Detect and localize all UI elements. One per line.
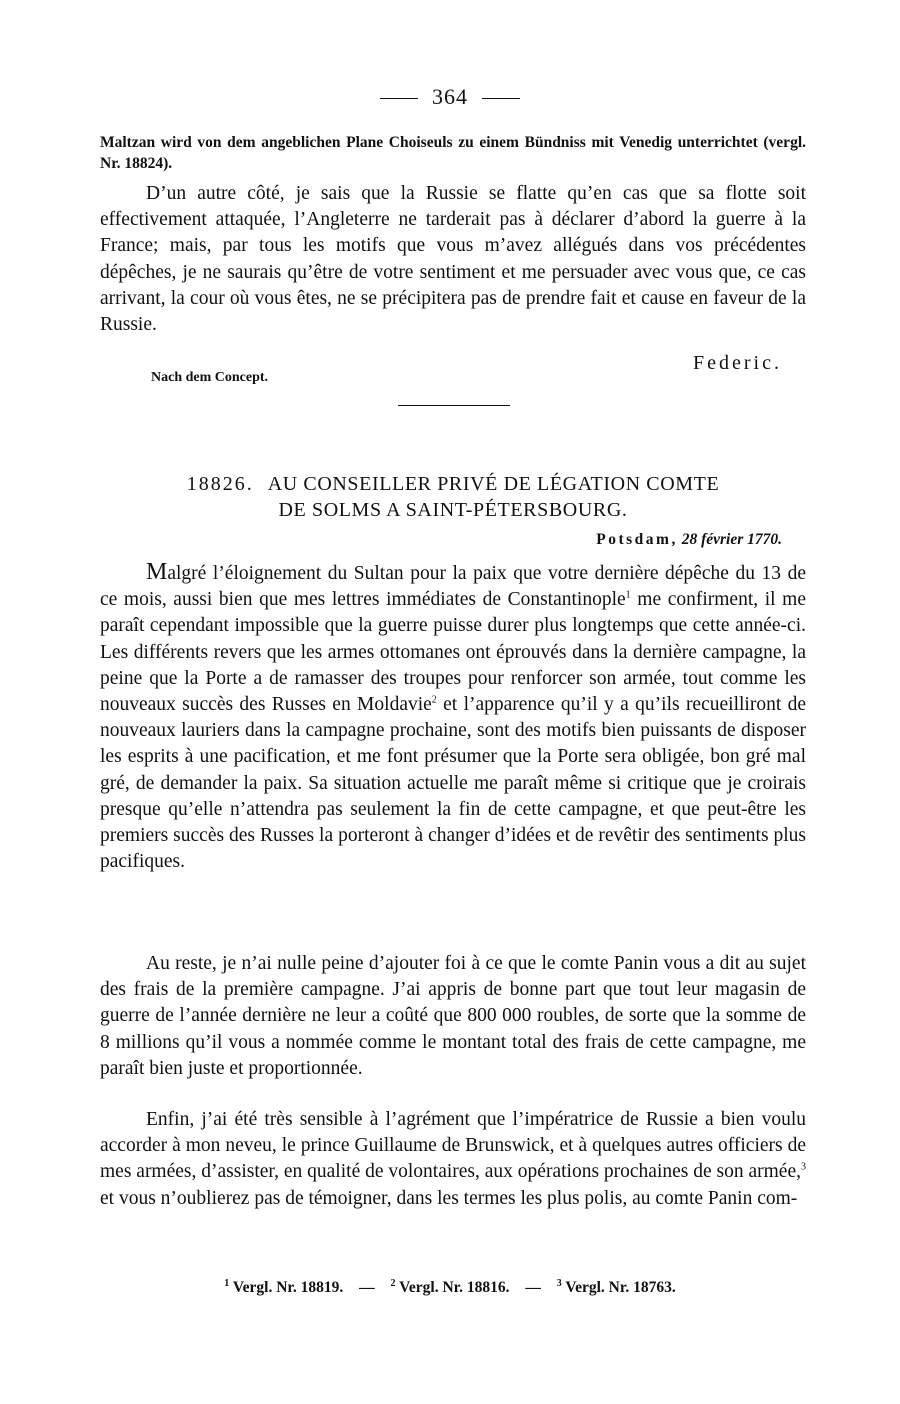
paragraph-3-text-b: et vous n’oublierez pas de témoigner, dans les termes les plus polis, au comte Panin com- bbox=[100, 1187, 798, 1209]
footnote-text-3: Vergl. Nr. 18763. bbox=[565, 1279, 676, 1296]
paragraph-2-text: Au reste, je n’ai nulle peine d’ajouter foi à ce que le comte Panin vous a dit au sujet des frais de la première campagne. J’ai appris de bonne part que tout leur magasin de guerre de l’année dernière ne leur a coûté que 800 000 roubles, de sorte que la somme de 8 millions qu’il vous a nommée comme le montant total des frais de cette campagne, me paraît bien juste et proportionnée. bbox=[100, 953, 806, 1079]
signature: Federic. bbox=[693, 352, 782, 374]
paragraph-1-text-a: algré l’éloignement du Sultan pour la paix que votre dernière dépêche du 13 de ce mois, aussi bien que mes lettres immédiates de Constantinople bbox=[100, 563, 806, 611]
footnote-mark-3: 3 bbox=[556, 1277, 562, 1289]
letter-heading-line-2: DE SOLMS A SAINT-PÉTERSBOURG. bbox=[278, 499, 628, 521]
previous-letter-paragraph bbox=[100, 181, 806, 338]
source-note: Nach dem Concept. bbox=[151, 370, 269, 385]
page-number-line bbox=[0, 84, 900, 110]
footnote-ref-1: 1 bbox=[625, 589, 631, 601]
section-divider bbox=[398, 405, 510, 406]
paragraph-3-text-a: Enfin, j’ai été très sensible à l’agrément que l’impératrice de Russie a bien voulu accorder à mon neveu, le prince Guillaume de Brunswick, et à quelques autres officiers de mes armées, d’assister, en qualité de volontaires, aux opérations prochaines de son armée, bbox=[100, 1109, 806, 1183]
initial-letter: M bbox=[146, 559, 168, 585]
footnote-mark-1: 1 bbox=[224, 1277, 230, 1289]
footnote-separator: — bbox=[525, 1279, 541, 1296]
dateline-date: 28 février 1770. bbox=[681, 531, 782, 548]
letter-heading-title-1: AU CONSEILLER PRIVÉ DE LÉGATION COMTE bbox=[267, 473, 720, 495]
letter-paragraph-2 bbox=[100, 951, 806, 1082]
footnote-separator: — bbox=[359, 1279, 375, 1296]
letter-number: 18826. bbox=[186, 473, 254, 495]
footnote-text-2: Vergl. Nr. 18816. bbox=[399, 1279, 510, 1296]
letter-heading bbox=[100, 471, 806, 523]
page-number: 364 bbox=[432, 84, 468, 109]
footnote-ref-2: 2 bbox=[431, 694, 437, 706]
letter-heading-line-1 bbox=[100, 471, 806, 497]
page-number-dash-right bbox=[482, 98, 520, 99]
footnote-mark-2: 2 bbox=[390, 1277, 396, 1289]
footnotes bbox=[0, 1279, 900, 1297]
previous-letter-text: D’un autre côté, je sais que la Russie se flatte qu’en cas que sa flotte soit effectivement attaquée, l’Angleterre ne tarderait pas à déclarer d’abord la guerre à la France; mais, par tous les motifs que vous m’avez allégués dans vos précédentes dépêches, je ne saurais qu’être de votre sentiment et me persuader avec vous que, ce cas arrivant, la cour où vous êtes, ne se précipitera pas de prendre fait et cause en faveur de la Russie. bbox=[100, 183, 806, 336]
dateline-place: Potsdam, bbox=[596, 531, 678, 548]
footnote-ref-3: 3 bbox=[801, 1161, 806, 1173]
paragraph-1-text-b: me confirment, il me paraît cependant impossible que la guerre puisse durer plus longtemps que cette année-ci. Les différents revers que les armes ottomanes ont éprouvés dans la dernière campagne, la peine que la Porte a de ramasser des troupes pour renforcer son armée, tout comme les nouveaux succès des Russes en Moldavie bbox=[100, 589, 806, 716]
letter-paragraph-1 bbox=[100, 559, 806, 875]
editorial-intro-note: Maltzan wird von dem angeblichen Plane Choiseuls zu einem Bündniss mit Venedig unterrichtet (vergl. Nr. 18824). bbox=[100, 134, 806, 172]
footnote-text-1: Vergl. Nr. 18819. bbox=[232, 1279, 344, 1296]
page-number-dash-left bbox=[380, 98, 418, 99]
letter-paragraph-3 bbox=[100, 1107, 806, 1212]
paragraph-1-text-c: et l’apparence qu’il y a qu’ils recueilliront de nouveaux lauriers dans la campagne prochaine, sont des motifs bien puissants de disposer les esprits à une pacification, et me font présumer que la Porte sera obligée, bon gré mal gré, de demander la paix. Sa situation actuelle me paraît même si critique que je croirais presque qu’elle n’attendra pas seulement la fin de cette campagne, et que peut-être les premiers succès des Russes la porteront à changer d’idées et de revêtir des sentiments plus pacifiques. bbox=[100, 694, 806, 873]
dateline bbox=[596, 531, 782, 549]
